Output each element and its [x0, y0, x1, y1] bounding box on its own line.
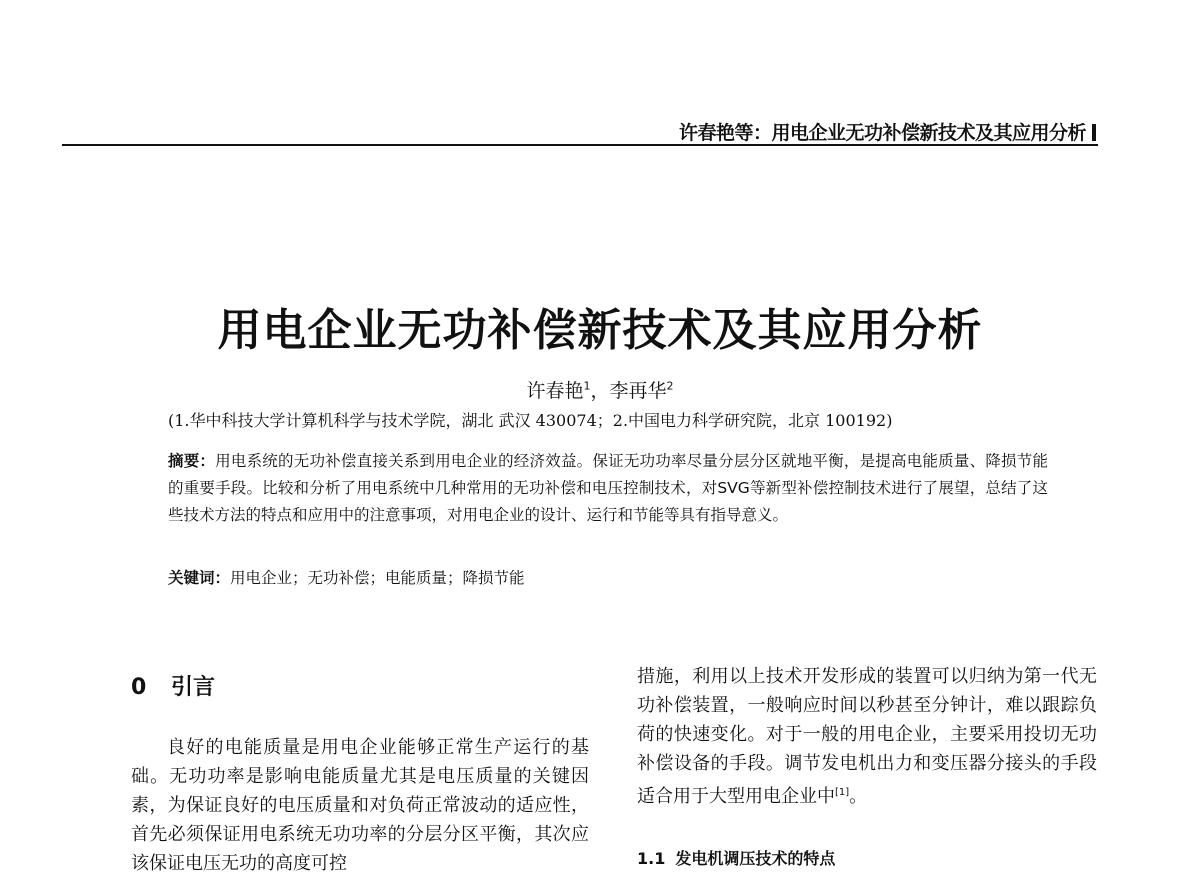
author-1: 许春艳	[526, 380, 584, 402]
author-separator: ，	[590, 380, 610, 402]
keywords-text: 用电企业；无功补偿；电能质量；降损节能	[230, 569, 525, 587]
subsection-number: 1.1	[637, 849, 666, 868]
author-2: 李再华	[609, 380, 667, 402]
section-number: 0	[131, 675, 147, 700]
right-paragraph-text: 措施，利用以上技术开发形成的装置可以归纳为第一代无功补偿装置，一般响应时间以秒甚至分钟计，难以跟踪负荷的快速变化。对于一般的用电企业，主要采用投切无功补偿设备的手段。调节发电机出力和变压器分接头的手段适合用于大型用电企业中	[637, 666, 1097, 807]
section-heading	[131, 670, 215, 701]
running-title: 许春艳等：用电企业无功补偿新技术及其应用分析	[678, 122, 1086, 144]
affiliation: (1.华中科技大学计算机科学与技术学院，湖北 武汉 430074；2.中国电力科学研究院，北京 100192)	[168, 411, 893, 430]
subsection-heading	[637, 846, 835, 869]
right-column-paragraph	[637, 662, 1097, 811]
header-end-mark	[1092, 124, 1096, 141]
right-paragraph-end: 。	[849, 786, 868, 807]
running-header	[679, 118, 1096, 145]
header-rule	[62, 144, 1098, 146]
keywords-label: 关键词：	[168, 569, 231, 587]
left-column-paragraph: 良好的电能质量是用电企业能够正常生产运行的基础。无功功率是影响电能质量尤其是电压质量的关键因素，为保证良好的电压质量和对负荷正常波动的适应性，首先必须保证用电系统无功功率的分层分区平衡，其次应该保证电压无功的高度可控	[131, 737, 589, 874]
subsection-title: 发电机调压技术的特点	[675, 849, 836, 868]
paper-title: 用电企业无功补偿新技术及其应用分析	[217, 305, 983, 356]
section-title: 引言	[171, 675, 216, 700]
citation-ref: [1]	[835, 787, 850, 798]
author-2-mark: 2	[666, 379, 674, 393]
abstract-text: 用电系统的无功补偿直接关系到用电企业的经济效益。保证无功功率尽量分层分区就地平衡，是提高电能质量、降损节能的重要手段。比较和分析了用电系统中几种常用的无功补偿和电压控制技术，对SVG等新型补偿控制技术进行了展望，总结了这些技术方法的特点和应用中的注意事项，对用电企业的设计、运行和节能等具有指导意义。	[168, 452, 1048, 524]
keywords	[168, 566, 525, 588]
author-1-mark: 1	[583, 379, 591, 393]
abstract	[168, 448, 1048, 529]
author-line	[0, 376, 1200, 403]
abstract-label: 摘要：	[168, 452, 216, 470]
